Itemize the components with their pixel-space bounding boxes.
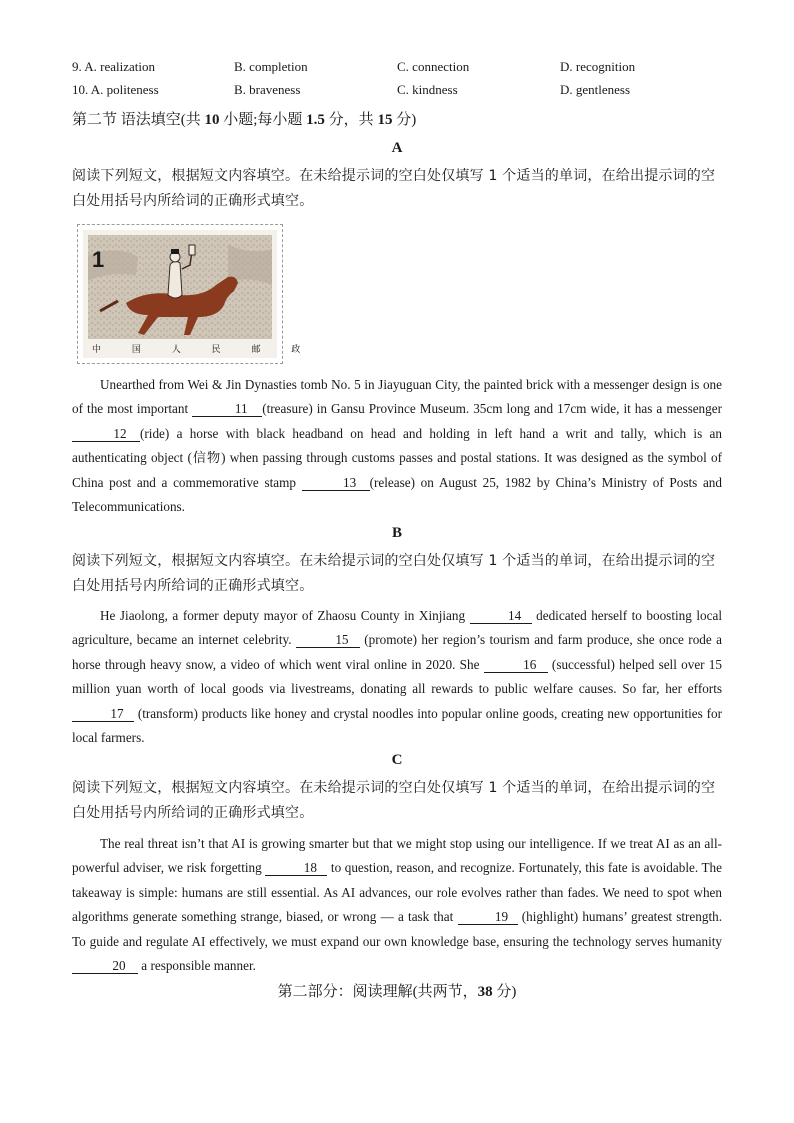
option-9d: D. recognition [560,59,636,74]
stamp-value: 1 [92,247,105,272]
option-9a: 9. A. realization [72,59,156,74]
part-a-passage: Unearthed from Wei & Jin Dynasties tomb No. 5 in Jiayuguan City, the painted brick with a messenger design is one of the most important 11 (treasure) in Gansu Province Museum. 35cm long and 17cm wide, it has a messenger 12 (ride) a horse with black headband on head and holding in left hand a writ and tally, which is an authenticating object (信物) when passing through customs passes and postal stations. It was designed as the symbol of China post and a commemorative stamp 13 (release) on August 25, 1982 by China’s Ministry of Posts and Telecommunications. [72,377,722,515]
part-c-heading: C [391,752,403,768]
part-c-instruction: 阅读下列短文，根据短文内容填空。在未给提示词的空白处仅填写 1 个适当的单词，在给出提示词的空白处用括号内所给词的正确形式填空。 [72,780,716,821]
blank-13[interactable]: 13 [302,476,370,491]
option-10d: D. gentleness [560,82,631,97]
part-2-title: 第二部分：阅读理解(共两节，38 分) [277,984,517,1000]
option-10a: 10. A. politeness [72,82,159,97]
blank-19[interactable]: 19 [458,910,518,925]
option-9c: C. connection [397,59,470,74]
section-2-title: 第二节 语法填空(共 10 小题;每小题 1.5 分，共 15 分) [72,112,417,128]
blank-14[interactable]: 14 [470,609,532,624]
stamp-caption: 中 国 人 民 邮 政 [92,345,315,355]
part-b-heading: B [391,525,402,541]
blank-15[interactable]: 15 [296,633,360,648]
part-a-instruction: 阅读下列短文，根据短文内容填空。在未给提示词的空白处仅填写 1 个适当的单词，在给出提示词的空白处用括号内所给词的正确形式填空。 [72,168,716,209]
blank-12[interactable]: 12 [72,427,140,442]
option-10c: C. kindness [397,82,458,97]
blank-16[interactable]: 16 [484,658,548,673]
stamp-picture [78,225,315,363]
part-b-instruction: 阅读下列短文，根据短文内容填空。在未给提示词的空白处仅填写 1 个适当的单词，在给出提示词的空白处用括号内所给词的正确形式填空。 [72,553,716,594]
option-9b: B. completion [234,59,308,74]
part-c-passage: The real threat isn’t that AI is growing smarter but that we might stop using our intelligence. If we treat AI as an all-powerful adviser, we risk forgetting 18 to question, reason, and recognize. Fortunately, this fate is avoidable. The takeaway is simple: humans are still essential. As AI advances, our role evolves rather than fades. We need to spot when algorithms generate something strange, biased, or wrong — a task that 19 (highlight) humans’ greatest strength. To guide and regulate AI effectively, we must expand our own knowledge base, ensuring the technology serves humanity 20 a responsible manner. [72,836,722,974]
stamp-image [77,224,315,364]
blank-18[interactable]: 18 [265,861,327,876]
part-a-heading: A [391,140,403,156]
blank-20[interactable]: 20 [72,959,138,974]
blank-11[interactable]: 11 [192,402,262,417]
part-b-passage: He Jiaolong, a former deputy mayor of Zhaosu County in Xinjiang 14 dedicated herself to boosting local agriculture, became an internet celebrity. 15 (promote) her region’s tourism and farm produce, she once rode a horse through heavy snow, a video of which went viral online in 2020. She 16 (successful) helped sell over 15 million yuan worth of local goods via livestreams, donating all rewards to public welfare causes. So far, her efforts 17 (transform) products like honey and crystal noodles into popular online goods, creating new opportunities for local farmers. [72,608,722,746]
blank-17[interactable]: 17 [72,707,134,722]
option-10b: B. braveness [234,82,301,97]
